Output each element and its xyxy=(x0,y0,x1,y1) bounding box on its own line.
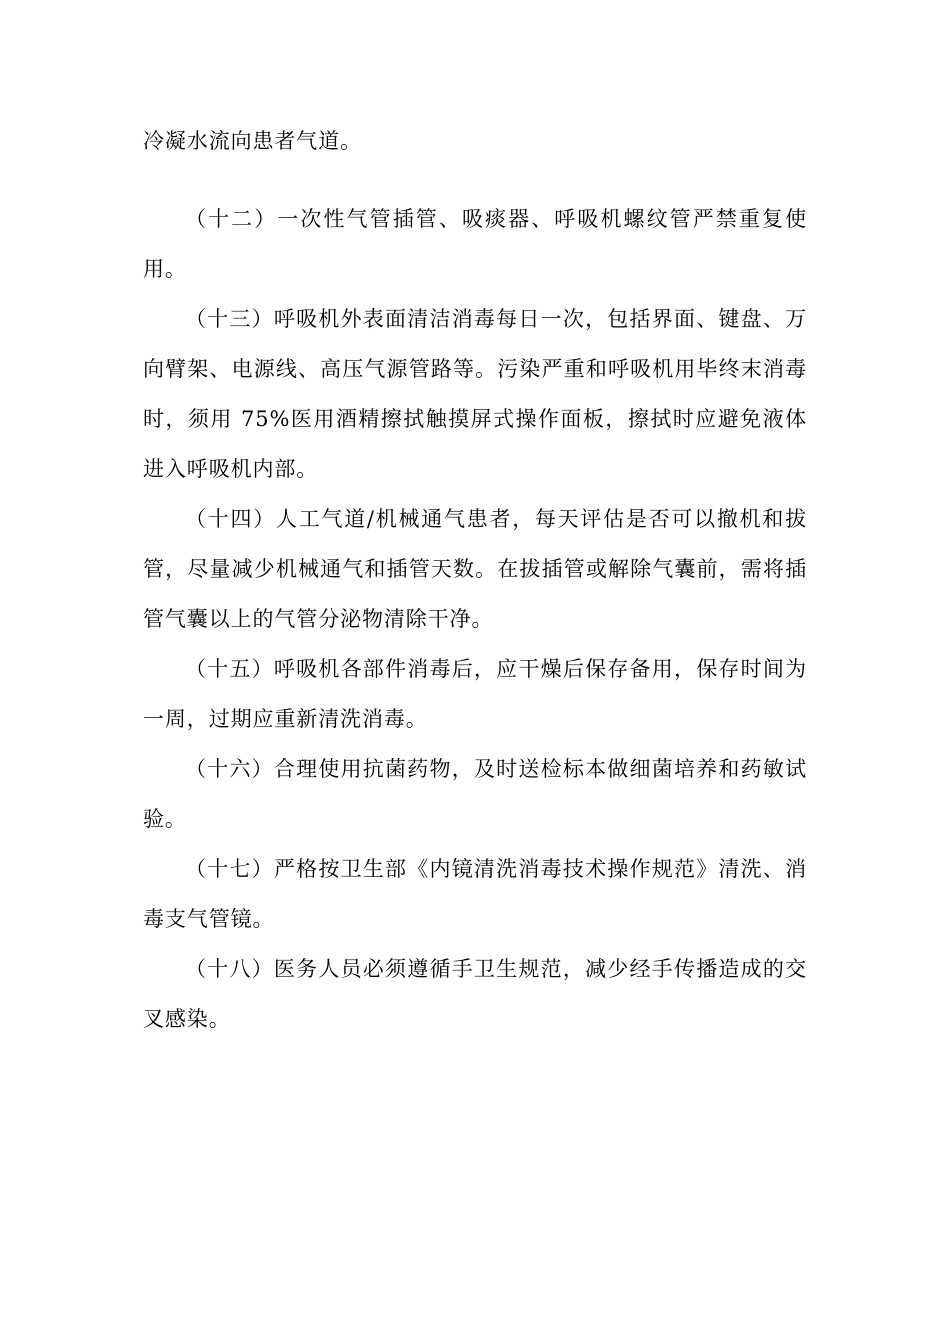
paragraph-item-12: （十二）一次性气管插管、吸痰器、呼吸机螺纹管严禁重复使用。 xyxy=(143,207,807,281)
paragraph-spacer xyxy=(143,166,807,194)
paragraph-item-15: （十五）呼吸机各部件消毒后，应干燥后保存备用，保存时间为一周，过期应重新清洗消毒。 xyxy=(143,657,807,731)
paragraph-item-13: （十三）呼吸机外表面清洁消毒每日一次，包括界面、键盘、万向臂架、电源线、高压气源管路等。污染严重和呼吸机用毕终末消毒时，须用 75%医用酒精擦拭触摸屏式操作面板，擦拭时应避免液体进入呼吸机内部。 xyxy=(143,307,807,481)
continuation-paragraph: 冷凝水流向患者气道。 xyxy=(143,129,362,153)
paragraph-item-14: （十四）人工气道/机械通气患者，每天评估是否可以撤机和拔管，尽量减少机械通气和插管天数。在拔插管或解除气囊前，需将插管气囊以上的气管分泌物清除干净。 xyxy=(143,507,807,631)
paragraph-item-18: （十八）医务人员必须遵循手卫生规范，减少经手传播造成的交叉感染。 xyxy=(143,957,807,1031)
paragraph-item-17: （十七）严格按卫生部《内镜清洗消毒技术操作规范》清洗、消毒支气管镜。 xyxy=(143,857,807,931)
document-body xyxy=(143,116,807,1044)
paragraph-item-16: （十六）合理使用抗菌药物，及时送检标本做细菌培养和药敏试验。 xyxy=(143,757,807,831)
